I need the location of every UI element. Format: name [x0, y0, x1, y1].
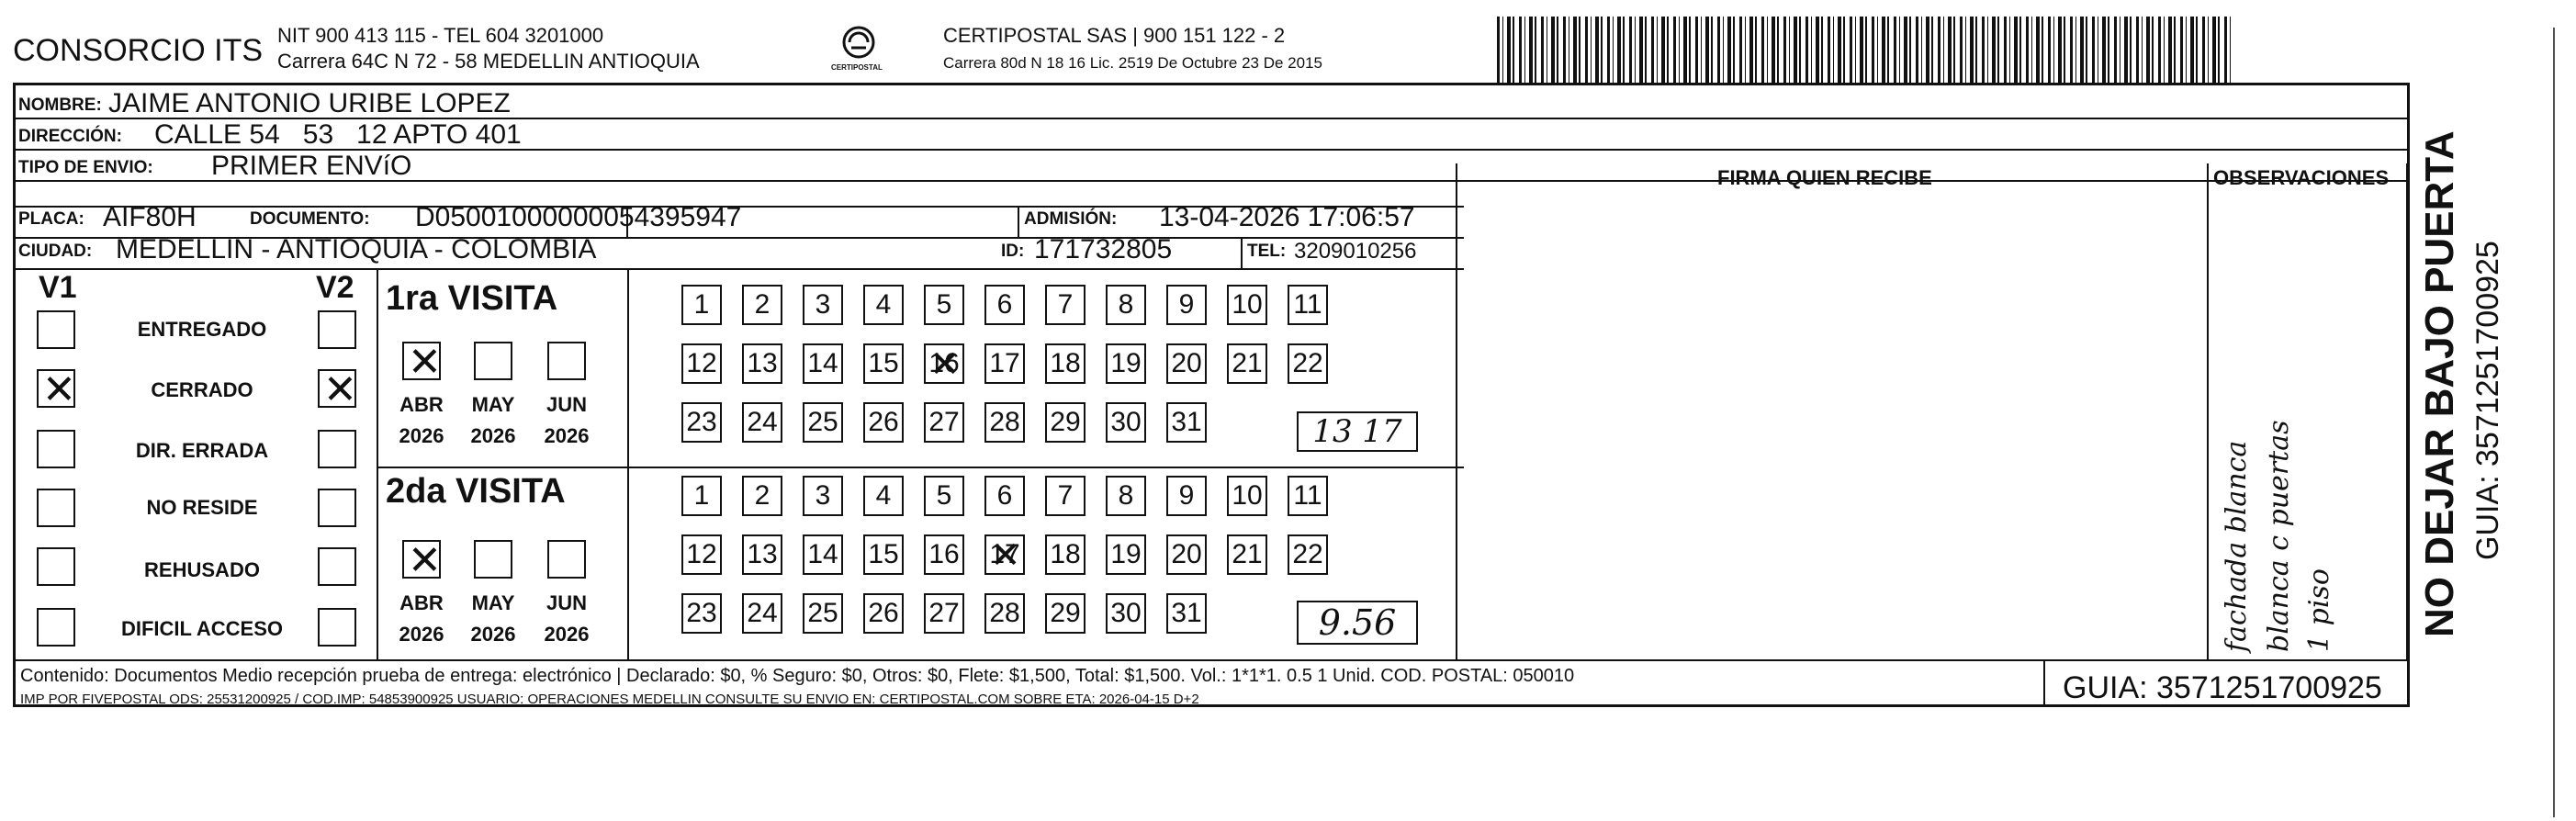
day-box[interactable] [1106, 593, 1146, 634]
admision-value: 13-04-2026 17:06:57 [1159, 202, 1415, 232]
logo-text: CERTIPOSTAL [831, 63, 883, 72]
v1-dir-errada-checkbox[interactable] [37, 430, 75, 468]
day-box[interactable] [742, 343, 782, 384]
day-number: 12 [686, 539, 717, 569]
day-box[interactable] [1106, 476, 1146, 516]
day-box[interactable] [681, 534, 722, 575]
status-dificil-acceso: DIFICIL ACCESO [120, 617, 283, 640]
day-box[interactable] [1166, 534, 1207, 575]
visita2-month-may: MAY [471, 591, 515, 614]
day-box[interactable] [1166, 285, 1207, 325]
v1-label: V1 [39, 270, 77, 305]
day-number: 21 [1232, 348, 1263, 378]
day-number: 2 [754, 480, 771, 511]
day-box[interactable] [742, 593, 782, 634]
nombre-label: NOMBRE: [18, 96, 102, 115]
tel-label: TEL: [1247, 242, 1287, 261]
v2-entregado-checkbox[interactable] [318, 310, 356, 349]
day-box[interactable] [742, 402, 782, 443]
day-box[interactable] [1106, 285, 1146, 325]
visita2-title: 2da VISITA [386, 472, 566, 511]
v1-cerrado-checkbox[interactable] [37, 369, 75, 408]
day-box[interactable] [984, 402, 1025, 443]
day-box[interactable] [1106, 534, 1146, 575]
visita1-year-jun: 2026 [544, 424, 590, 447]
day-box[interactable] [681, 593, 722, 634]
ciudad-value: MEDELLIN - ANTIOQUIA - COLOMBIA [116, 234, 597, 264]
v2-dificil-acceso-checkbox[interactable] [318, 608, 356, 647]
day-number: 21 [1232, 539, 1263, 569]
day-box[interactable] [984, 343, 1025, 384]
day-box[interactable] [924, 476, 964, 516]
day-box[interactable] [1045, 343, 1086, 384]
day-box[interactable] [803, 343, 843, 384]
visita1-time: 13 17 [1312, 413, 1402, 450]
day-number: 22 [1292, 539, 1323, 569]
status-no-reside: NO RESIDE [146, 496, 258, 519]
id-value: 171732805 [1034, 234, 1173, 264]
day-number: 24 [747, 407, 778, 437]
company-name: CONSORCIO ITS [13, 33, 264, 68]
day-box[interactable] [681, 285, 722, 325]
day-box[interactable] [1288, 343, 1328, 384]
footer-impresion: IMP POR FIVEPOSTAL ODS: 25531200925 / COD.IMP: 54853900925 USUARIO: OPERACIONES MEDELLIN CONSULTE SU ENVIO EN: CERTIPOSTAL.COM SOBRE ETA: 2026-04-15 D+2 [20, 692, 1199, 707]
day-number: 12 [686, 348, 717, 378]
day-number: 1 [693, 289, 710, 320]
v1-entregado-checkbox[interactable] [37, 310, 75, 349]
day-number: 22 [1292, 348, 1323, 378]
observaciones-label: OBSERVACIONES [2213, 166, 2390, 189]
day-box[interactable] [924, 343, 964, 384]
day-number: 16 [928, 348, 960, 378]
v2-label: V2 [316, 270, 354, 305]
day-number: 18 [1050, 539, 1081, 569]
visita1-abr-checkbox[interactable] [402, 342, 441, 380]
day-box[interactable] [1045, 534, 1086, 575]
day-number: 10 [1232, 480, 1263, 511]
day-number: 5 [936, 480, 952, 511]
day-number: 23 [686, 598, 717, 628]
side-guia: GUIA: 3571251700925 [2470, 241, 2505, 560]
day-number: 27 [928, 598, 960, 628]
visita2-year-jun: 2026 [544, 623, 590, 646]
day-box[interactable] [1288, 285, 1328, 325]
day-number: 4 [875, 289, 892, 320]
day-number: 30 [1110, 407, 1142, 437]
ciudad-label: CIUDAD: [18, 242, 93, 261]
day-number: 26 [868, 407, 899, 437]
day-box[interactable] [803, 476, 843, 516]
footer-guia: GUIA: 3571251700925 [2063, 670, 2382, 705]
visita2-jun-checkbox[interactable] [547, 540, 586, 579]
visita2-time: 9.56 [1318, 602, 1397, 643]
day-box[interactable] [863, 534, 904, 575]
day-number: 28 [989, 598, 1020, 628]
day-box[interactable] [1166, 593, 1207, 634]
day-number: 2 [754, 289, 771, 320]
visita2-year-may: 2026 [470, 623, 516, 646]
tipo-envio-label: TIPO DE ENVIO: [18, 158, 153, 177]
signature-area[interactable] [1460, 184, 2204, 657]
day-number: 8 [1118, 480, 1134, 511]
day-number: 4 [875, 480, 892, 511]
day-number: 19 [1110, 348, 1142, 378]
day-box[interactable] [1106, 402, 1146, 443]
day-box[interactable] [984, 476, 1025, 516]
day-box[interactable] [1227, 343, 1267, 384]
admision-label: ADMISIÓN: [1024, 209, 1118, 229]
v2-rehusado-checkbox[interactable] [318, 547, 356, 586]
day-box[interactable] [924, 285, 964, 325]
day-number: 5 [936, 289, 952, 320]
v1-no-reside-checkbox[interactable] [37, 489, 75, 527]
day-number: 14 [807, 539, 838, 569]
day-box[interactable] [1045, 476, 1086, 516]
day-box[interactable] [1166, 476, 1207, 516]
day-number: 17 [989, 539, 1020, 569]
day-box[interactable] [984, 534, 1025, 575]
day-number: 28 [989, 407, 1020, 437]
visita2-month-jun: JUN [546, 591, 587, 614]
firma-label: FIRMA QUIEN RECIBE [1717, 166, 1932, 189]
documento-label: DOCUMENTO: [250, 209, 370, 229]
day-box[interactable] [803, 593, 843, 634]
day-box[interactable] [1166, 402, 1207, 443]
recipient-address: CALLE 54 53 12 APTO 401 [154, 119, 522, 150]
tipo-envio: PRIMER ENVíO [211, 151, 412, 181]
day-box[interactable] [924, 402, 964, 443]
day-box[interactable] [863, 402, 904, 443]
day-box[interactable] [1045, 402, 1086, 443]
courier-address: Carrera 80d N 18 16 Lic. 2519 De Octubre 23 De 2015 [943, 54, 1322, 72]
day-box[interactable] [1288, 476, 1328, 516]
day-number: 25 [807, 598, 838, 628]
day-box[interactable] [863, 343, 904, 384]
day-box[interactable] [742, 534, 782, 575]
day-box[interactable] [1045, 593, 1086, 634]
day-number: 15 [868, 348, 899, 378]
id-label: ID: [1001, 242, 1025, 261]
barcode [1497, 17, 2232, 83]
status-entregado: ENTREGADO [137, 318, 267, 341]
day-number: 16 [928, 539, 960, 569]
visita1-title: 1ra VISITA [386, 279, 558, 318]
visita1-year-may: 2026 [470, 424, 516, 447]
day-number: 9 [1178, 480, 1195, 511]
day-box[interactable] [742, 476, 782, 516]
v2-no-reside-checkbox[interactable] [318, 489, 356, 527]
footer-contenido: Contenido: Documentos Medio recepción prueba de entrega: electrónico | Declarado: $0, % Seguro: $0, Otros: $0, Flete: $1,500, Total: $1,500. Vol.: 1*1*1. 0.5 1 Unid. COD. POSTAL: 050010 [20, 666, 1575, 686]
direccion-label: DIRECCIÓN: [18, 127, 122, 146]
day-number: 9 [1178, 289, 1195, 320]
day-number: 27 [928, 407, 960, 437]
day-box[interactable] [1227, 285, 1267, 325]
day-number: 14 [807, 348, 838, 378]
day-number: 29 [1050, 407, 1081, 437]
day-number: 13 [747, 348, 778, 378]
day-number: 11 [1293, 289, 1322, 320]
tel-value: 3209010256 [1294, 239, 1417, 264]
day-number: 20 [1171, 539, 1202, 569]
day-box[interactable] [863, 593, 904, 634]
visita1-month-may: MAY [471, 393, 515, 416]
day-number: 23 [686, 407, 717, 437]
day-box[interactable] [863, 285, 904, 325]
courier-name: CERTIPOSTAL SAS | 900 151 122 - 2 [943, 24, 1286, 47]
day-number: 7 [1057, 289, 1074, 320]
day-box[interactable] [1227, 534, 1267, 575]
day-number: 13 [747, 539, 778, 569]
day-box[interactable] [924, 593, 964, 634]
day-box[interactable] [1045, 285, 1086, 325]
visita2-may-checkbox[interactable] [474, 540, 512, 579]
v1-dificil-acceso-checkbox[interactable] [37, 608, 75, 647]
day-number: 29 [1050, 598, 1081, 628]
day-box[interactable] [803, 534, 843, 575]
company-nit: NIT 900 413 115 - TEL 604 3201000 [277, 24, 604, 47]
visita1-jun-checkbox[interactable] [547, 342, 586, 380]
day-number: 10 [1232, 289, 1263, 320]
visita2-time-box[interactable] [1297, 601, 1418, 645]
certipostal-logo [831, 24, 886, 81]
day-box[interactable] [1227, 476, 1267, 516]
day-number: 6 [996, 289, 1013, 320]
day-box[interactable] [803, 285, 843, 325]
documento-value: D05001000000054395947 [415, 202, 742, 232]
day-box[interactable] [984, 285, 1025, 325]
visita2-year-abr: 2026 [399, 623, 444, 646]
day-number: 30 [1110, 598, 1142, 628]
observacion-line-3: 1 piso [2303, 568, 2335, 652]
v1-rehusado-checkbox[interactable] [37, 547, 75, 586]
day-number: 25 [807, 407, 838, 437]
day-box[interactable] [803, 402, 843, 443]
day-number: 11 [1293, 480, 1322, 511]
day-number: 24 [747, 598, 778, 628]
visita1-time-box[interactable] [1297, 411, 1418, 452]
day-number: 8 [1118, 289, 1134, 320]
status-rehusado: REHUSADO [144, 558, 260, 581]
status-cerrado: CERRADO [151, 378, 253, 401]
day-number: 31 [1171, 407, 1202, 437]
day-number: 26 [868, 598, 899, 628]
day-box[interactable] [681, 476, 722, 516]
day-number: 6 [996, 480, 1013, 511]
day-box[interactable] [984, 593, 1025, 634]
v2-cerrado-checkbox[interactable] [318, 369, 356, 408]
day-number: 15 [868, 539, 899, 569]
side-notice: NO DEJAR BAJO PUERTA [2417, 130, 2462, 637]
day-number: 17 [989, 348, 1020, 378]
day-number: 31 [1171, 598, 1202, 628]
visita1-year-abr: 2026 [399, 424, 444, 447]
visita2-abr-checkbox[interactable] [402, 540, 441, 579]
day-number: 1 [693, 480, 710, 511]
recipient-name: JAIME ANTONIO URIBE LOPEZ [108, 88, 511, 118]
company-address: Carrera 64C N 72 - 58 MEDELLIN ANTIOQUIA [277, 50, 700, 73]
visita1-may-checkbox[interactable] [474, 342, 512, 380]
visita1-month-jun: JUN [546, 393, 587, 416]
observacion-line-2: blanca c puertas [2263, 420, 2295, 652]
day-box[interactable] [863, 476, 904, 516]
placa-label: PLACA: [18, 209, 84, 229]
day-number: 3 [815, 480, 831, 511]
visita2-month-abr: ABR [399, 591, 444, 614]
day-number: 20 [1171, 348, 1202, 378]
day-box[interactable] [681, 343, 722, 384]
day-box[interactable] [1106, 343, 1146, 384]
day-number: 18 [1050, 348, 1081, 378]
day-number: 19 [1110, 539, 1142, 569]
day-box[interactable] [681, 402, 722, 443]
day-number: 3 [815, 289, 831, 320]
day-box[interactable] [924, 534, 964, 575]
visita1-month-abr: ABR [399, 393, 444, 416]
day-box[interactable] [742, 285, 782, 325]
status-dir-errada: DIR. ERRADA [135, 439, 269, 462]
day-box[interactable] [1288, 534, 1328, 575]
v2-dir-errada-checkbox[interactable] [318, 430, 356, 468]
placa-value: AIF80H [103, 202, 197, 232]
day-number: 7 [1057, 480, 1074, 511]
observacion-line-1: fachada blanca [2221, 440, 2253, 652]
day-box[interactable] [1166, 343, 1207, 384]
